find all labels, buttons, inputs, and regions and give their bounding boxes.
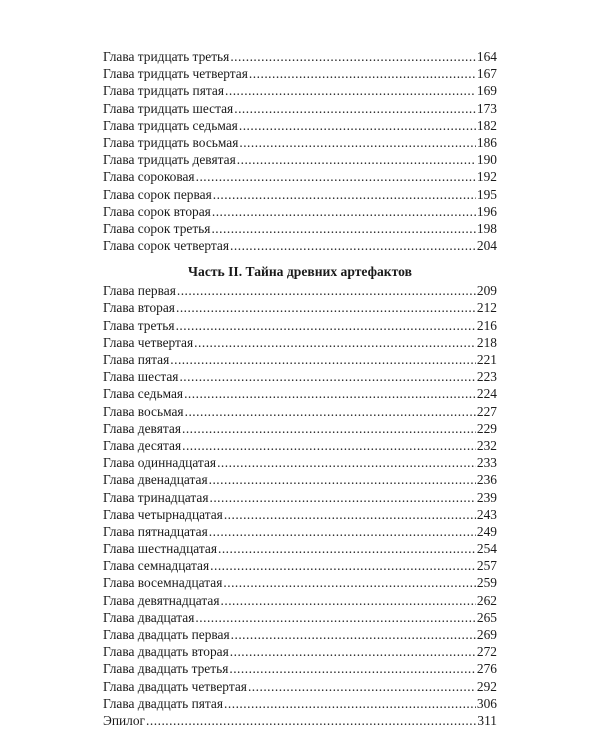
toc-entry-title: Глава семнадцатая bbox=[103, 558, 210, 574]
toc-dot-leader bbox=[229, 660, 476, 677]
toc-entry-title: Глава тридцать восьмая bbox=[103, 134, 239, 150]
toc-page bbox=[103, 48, 497, 729]
toc-entry[interactable] bbox=[103, 100, 497, 117]
toc-dot-leader bbox=[182, 420, 476, 437]
toc-entry-title: Глава двенадцатая bbox=[103, 472, 208, 488]
toc-entry-page-number: 204 bbox=[476, 238, 497, 254]
toc-entry[interactable] bbox=[103, 299, 497, 316]
toc-entry[interactable] bbox=[103, 151, 497, 168]
toc-entry-title: Глава двадцатая bbox=[103, 609, 195, 625]
toc-dot-leader bbox=[146, 712, 476, 729]
toc-dot-leader bbox=[176, 317, 476, 334]
toc-entry-title: Глава двадцать четвертая bbox=[103, 678, 247, 694]
toc-entry-title: Глава восемнадцатая bbox=[103, 575, 223, 591]
toc-entry-title: Глава третья bbox=[103, 317, 175, 333]
toc-entry-page-number: 239 bbox=[476, 489, 497, 505]
toc-dot-leader bbox=[195, 609, 476, 626]
toc-dot-leader bbox=[217, 454, 476, 471]
toc-entry[interactable] bbox=[103, 368, 497, 385]
toc-entry[interactable] bbox=[103, 403, 497, 420]
toc-entry-page-number: 249 bbox=[476, 523, 497, 539]
toc-entry-title: Глава тринадцатая bbox=[103, 489, 209, 505]
toc-entry[interactable] bbox=[103, 351, 497, 368]
toc-entry-title: Глава шестнадцатая bbox=[103, 541, 217, 557]
toc-entry-title: Глава сорок первая bbox=[103, 186, 212, 202]
toc-dot-leader bbox=[212, 203, 476, 220]
toc-entry[interactable] bbox=[103, 712, 497, 729]
toc-dot-leader bbox=[231, 626, 476, 643]
toc-dot-leader bbox=[218, 540, 476, 557]
toc-dot-leader bbox=[196, 168, 476, 185]
toc-dot-leader bbox=[248, 678, 476, 695]
toc-entry[interactable] bbox=[103, 660, 497, 677]
toc-entry-page-number: 262 bbox=[476, 592, 497, 608]
toc-entry[interactable] bbox=[103, 643, 497, 660]
toc-entry-title: Глава седьмая bbox=[103, 386, 184, 402]
toc-entry[interactable] bbox=[103, 540, 497, 557]
toc-entry[interactable] bbox=[103, 574, 497, 591]
toc-dot-leader bbox=[185, 403, 476, 420]
toc-entry-page-number: 209 bbox=[476, 283, 497, 299]
toc-entry-page-number: 254 bbox=[476, 541, 497, 557]
part-2-heading: Часть II. Тайна древних артефактов bbox=[188, 264, 412, 280]
toc-dot-leader bbox=[230, 643, 476, 660]
toc-entry-page-number: 167 bbox=[476, 66, 497, 82]
toc-entry-title: Глава двадцать первая bbox=[103, 627, 230, 642]
toc-entry-title: Глава одиннадцатая bbox=[103, 455, 217, 471]
toc-entry-title: Глава сороковая bbox=[103, 169, 195, 185]
toc-entry-page-number: 223 bbox=[476, 369, 497, 385]
toc-entry[interactable] bbox=[103, 506, 497, 523]
toc-entry-title: Глава вторая bbox=[103, 300, 175, 316]
toc-dot-leader bbox=[210, 557, 476, 574]
toc-entry[interactable] bbox=[103, 626, 497, 643]
toc-entry[interactable] bbox=[103, 437, 497, 454]
toc-dot-leader bbox=[213, 186, 476, 203]
toc-entry-title: Глава шестая bbox=[103, 369, 179, 385]
toc-entry-title: Глава тридцать шестая bbox=[103, 100, 234, 116]
toc-entry-page-number: 259 bbox=[476, 575, 497, 591]
toc-entry-page-number: 311 bbox=[477, 712, 497, 728]
toc-dot-leader bbox=[230, 48, 476, 65]
toc-entry-page-number: 306 bbox=[476, 695, 497, 711]
toc-entry-title: Глава тридцать четвертая bbox=[103, 66, 248, 82]
toc-dot-leader bbox=[211, 220, 475, 237]
toc-entry-title: Глава двадцать вторая bbox=[103, 644, 229, 660]
toc-entry-page-number: 227 bbox=[476, 403, 497, 419]
toc-entry-page-number: 243 bbox=[476, 506, 497, 522]
toc-list-part-1 bbox=[103, 48, 497, 254]
toc-entry[interactable] bbox=[103, 282, 497, 299]
toc-entry-title: Глава сорок вторая bbox=[103, 203, 211, 219]
toc-entry-title: Глава пятая bbox=[103, 352, 170, 367]
toc-dot-leader bbox=[234, 100, 476, 117]
toc-entry[interactable] bbox=[103, 48, 497, 65]
toc-entry-page-number: 164 bbox=[476, 49, 497, 64]
toc-dot-leader bbox=[209, 471, 476, 488]
toc-entry-page-number: 257 bbox=[476, 558, 497, 574]
toc-entry-page-number: 265 bbox=[476, 609, 497, 625]
toc-dot-leader bbox=[209, 489, 475, 506]
toc-entry-title: Глава тридцать девятая bbox=[103, 152, 236, 168]
toc-dot-leader bbox=[223, 574, 476, 591]
toc-entry-page-number: 198 bbox=[476, 220, 497, 236]
toc-entry[interactable] bbox=[103, 203, 497, 220]
toc-entry-page-number: 229 bbox=[476, 420, 497, 436]
toc-dot-leader bbox=[225, 82, 476, 99]
toc-dot-leader bbox=[239, 117, 476, 134]
toc-dot-leader bbox=[177, 282, 476, 299]
toc-entry-title: Глава двадцать третья bbox=[103, 661, 229, 677]
toc-entry-page-number: 292 bbox=[476, 678, 497, 694]
toc-dot-leader bbox=[224, 506, 476, 523]
toc-entry-title: Глава четвертая bbox=[103, 334, 194, 350]
toc-entry-page-number: 233 bbox=[476, 455, 497, 471]
toc-entry[interactable] bbox=[103, 420, 497, 437]
toc-entry-title: Глава сорок третья bbox=[103, 220, 211, 236]
toc-entry[interactable] bbox=[103, 317, 497, 334]
toc-entry[interactable] bbox=[103, 82, 497, 99]
toc-entry[interactable] bbox=[103, 117, 497, 134]
toc-entry[interactable] bbox=[103, 334, 497, 351]
toc-dot-leader bbox=[209, 523, 476, 540]
toc-dot-leader bbox=[237, 151, 476, 168]
toc-dot-leader bbox=[239, 134, 476, 151]
toc-entry[interactable] bbox=[103, 220, 497, 237]
toc-entry-title: Эпилог bbox=[103, 712, 146, 728]
toc-entry[interactable] bbox=[103, 489, 497, 506]
toc-entry-page-number: 221 bbox=[476, 352, 497, 367]
toc-entry-page-number: 224 bbox=[476, 386, 497, 402]
toc-dot-leader bbox=[170, 351, 476, 368]
toc-entry[interactable] bbox=[103, 609, 497, 626]
toc-entry-title: Глава тридцать третья bbox=[103, 49, 230, 64]
toc-dot-leader bbox=[179, 368, 475, 385]
toc-entry-title: Глава пятнадцатая bbox=[103, 523, 208, 539]
toc-entry[interactable] bbox=[103, 65, 497, 82]
toc-entry[interactable] bbox=[103, 557, 497, 574]
toc-entry-page-number: 218 bbox=[476, 334, 497, 350]
toc-dot-leader bbox=[184, 385, 476, 402]
toc-list-part-2 bbox=[103, 282, 497, 729]
toc-entry[interactable] bbox=[103, 186, 497, 203]
toc-entry[interactable] bbox=[103, 678, 497, 695]
toc-entry-page-number: 212 bbox=[476, 300, 497, 316]
toc-dot-leader bbox=[221, 592, 476, 609]
toc-entry[interactable] bbox=[103, 237, 497, 254]
toc-entry-title: Глава первая bbox=[103, 283, 176, 299]
toc-entry[interactable] bbox=[103, 168, 497, 185]
toc-dot-leader bbox=[249, 65, 476, 82]
toc-entry-title: Глава тридцать пятая bbox=[103, 83, 224, 99]
toc-entry[interactable] bbox=[103, 592, 497, 609]
toc-entry-page-number: 182 bbox=[476, 117, 497, 133]
toc-entry-page-number: 236 bbox=[476, 472, 497, 488]
toc-entry-title: Глава девятая bbox=[103, 420, 181, 436]
toc-entry[interactable] bbox=[103, 471, 497, 488]
toc-entry-page-number: 195 bbox=[476, 186, 497, 202]
toc-entry-page-number: 232 bbox=[476, 437, 497, 453]
toc-entry-page-number: 173 bbox=[476, 100, 497, 116]
toc-entry-title: Глава четырнадцатая bbox=[103, 506, 223, 522]
toc-entry[interactable] bbox=[103, 523, 497, 540]
toc-entry[interactable] bbox=[103, 385, 497, 402]
toc-entry-page-number: 169 bbox=[476, 83, 497, 99]
toc-dot-leader bbox=[182, 437, 476, 454]
toc-entry-page-number: 272 bbox=[476, 644, 497, 660]
toc-entry-page-number: 186 bbox=[476, 134, 497, 150]
toc-entry-page-number: 216 bbox=[476, 317, 497, 333]
toc-entry-title: Глава тридцать седьмая bbox=[103, 117, 238, 133]
toc-entry[interactable] bbox=[103, 134, 497, 151]
toc-entry[interactable] bbox=[103, 454, 497, 471]
toc-entry-page-number: 269 bbox=[476, 627, 497, 642]
toc-entry-page-number: 192 bbox=[476, 169, 497, 185]
toc-entry-title: Глава десятая bbox=[103, 437, 182, 453]
toc-dot-leader bbox=[176, 299, 476, 316]
toc-dot-leader bbox=[224, 695, 476, 712]
toc-entry-title: Глава восьмая bbox=[103, 403, 184, 419]
toc-entry-page-number: 196 bbox=[476, 203, 497, 219]
toc-entry-title: Глава двадцать пятая bbox=[103, 695, 224, 711]
toc-entry-page-number: 190 bbox=[476, 152, 497, 168]
toc-entry-title: Глава девятнадцатая bbox=[103, 592, 220, 608]
toc-entry-page-number: 276 bbox=[476, 661, 497, 677]
toc-entry-title: Глава сорок четвертая bbox=[103, 238, 230, 254]
toc-entry[interactable] bbox=[103, 695, 497, 712]
toc-dot-leader bbox=[194, 334, 476, 351]
toc-dot-leader bbox=[230, 237, 476, 254]
